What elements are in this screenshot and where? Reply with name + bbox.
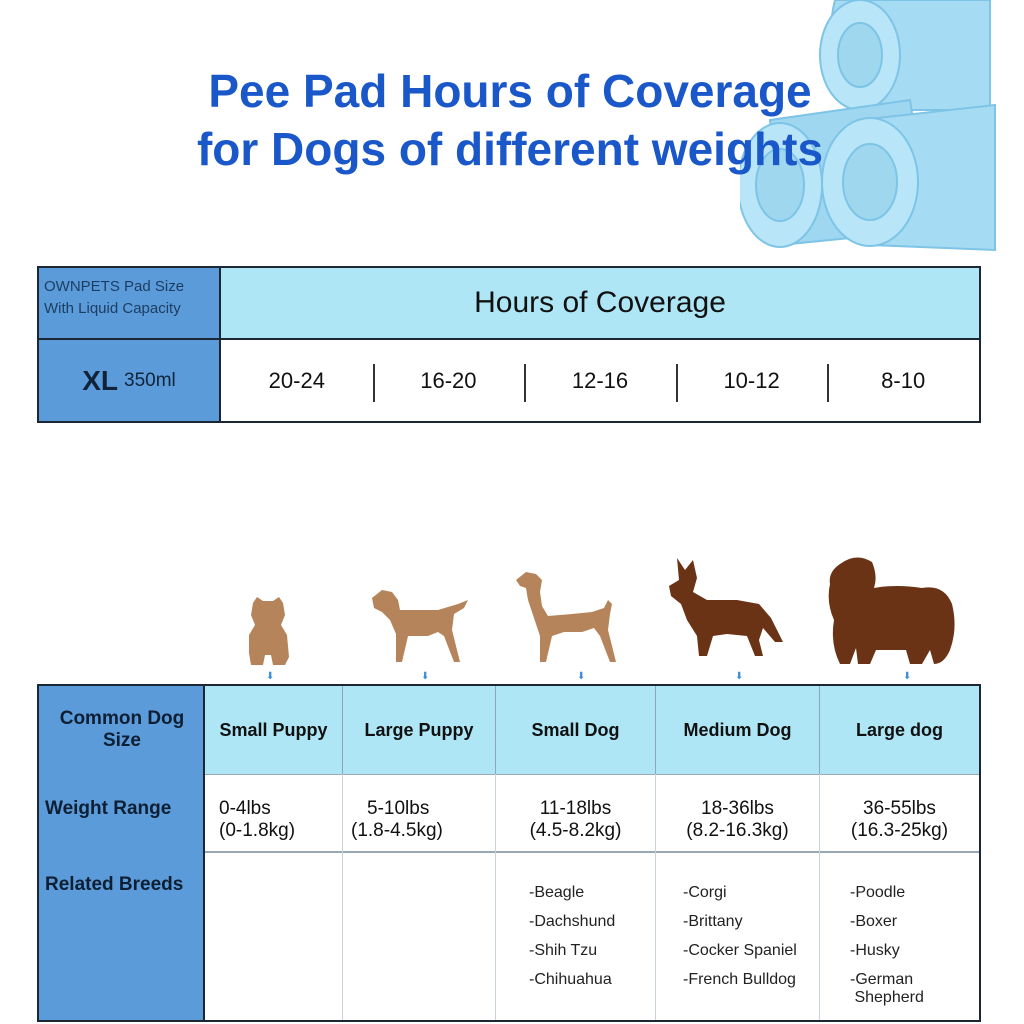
weight-cell <box>656 774 820 852</box>
breed-item: -Poodle <box>850 884 906 901</box>
breeds-cell <box>205 852 343 1020</box>
breed-item: -Husky <box>850 942 900 959</box>
weight-cell <box>496 774 656 852</box>
weight-cell <box>820 774 979 852</box>
small-puppy-silhouette <box>243 595 293 667</box>
pad-size: XL <box>82 364 119 396</box>
pointer-arrow-icon: ⬇ <box>577 671 586 682</box>
breeds-cell <box>343 852 496 1020</box>
coverage-hours: 12-16 <box>524 340 676 421</box>
title-line-2: for Dogs of different weights <box>196 123 824 175</box>
weight-lbs: 36-55lbs <box>863 798 936 819</box>
breeds-cell <box>656 852 820 1020</box>
pad-capacity: 350ml <box>124 369 176 391</box>
breed-item: -Dachshund <box>529 913 616 930</box>
breed-item: -French Bulldog <box>683 971 796 988</box>
size-header-small-dog: Small Dog <box>496 686 656 774</box>
weight-lbs: 11-18lbs <box>539 798 612 819</box>
pointer-arrow-icon: ⬇ <box>903 671 912 682</box>
pad-size-label <box>39 268 221 340</box>
breed-item: -Beagle <box>529 884 585 901</box>
coverage-header: Hours of Coverage <box>221 268 979 340</box>
pad-size-cell <box>39 340 221 421</box>
size-header-medium-dog: Medium Dog <box>656 686 820 774</box>
row-label-size-line-1: Common Dog <box>59 708 185 729</box>
breed-item: Shepherd <box>850 989 924 1006</box>
weight-kg: (16.3-25kg) <box>850 820 949 841</box>
row-label-weight: Weight Range <box>45 798 172 819</box>
small-dog-silhouette <box>512 570 624 666</box>
breed-item: -Chihuahua <box>529 971 612 988</box>
weight-kg: (1.8-4.5kg) <box>351 820 443 841</box>
pointer-arrow-icon: ⬇ <box>421 671 430 682</box>
coverage-table <box>37 266 981 423</box>
size-header-large-dog: Large dog <box>820 686 979 774</box>
breed-item: -German <box>850 971 914 988</box>
coverage-hours: 10-12 <box>676 340 828 421</box>
title-line-1: Pee Pad Hours of Coverage <box>208 65 812 117</box>
size-header-large-puppy: Large Puppy <box>343 686 496 774</box>
weight-cell <box>205 774 343 852</box>
coverage-values <box>221 340 979 421</box>
dog-size-table <box>37 684 981 1022</box>
weight-kg: (8.2-16.3kg) <box>686 820 789 841</box>
coverage-hours: 8-10 <box>827 340 979 421</box>
breeds-cell <box>496 852 656 1020</box>
row-label-size-line-2: Size <box>102 730 142 751</box>
pointer-arrow-icon: ⬇ <box>266 671 275 682</box>
weight-lbs: 5-10lbs <box>367 798 430 819</box>
weight-lbs: 0-4lbs <box>219 798 271 819</box>
breed-item: -Boxer <box>850 913 898 930</box>
large-dog-silhouette <box>826 554 958 666</box>
row-label-size <box>39 708 205 752</box>
breeds-cell <box>820 852 979 1020</box>
large-puppy-silhouette <box>368 586 472 666</box>
breed-item: -Brittany <box>683 913 743 930</box>
weight-kg: (0-1.8kg) <box>219 820 296 841</box>
coverage-hours: 20-24 <box>268 367 325 393</box>
weight-lbs: 18-36lbs <box>701 798 774 819</box>
medium-dog-silhouette <box>667 556 785 660</box>
breed-item: -Corgi <box>683 884 727 901</box>
page-title <box>120 62 900 178</box>
row-label-breeds: Related Breeds <box>45 874 184 895</box>
weight-cell <box>343 774 496 852</box>
pad-size-label-line-2: With Liquid Capacity <box>44 300 181 317</box>
breed-item: -Shih Tzu <box>529 942 598 959</box>
pad-size-label-line-1: OWNPETS Pad Size <box>44 278 185 295</box>
size-header-small-puppy: Small Puppy <box>205 686 343 774</box>
coverage-hours: 16-20 <box>373 340 525 421</box>
weight-kg: (4.5-8.2kg) <box>529 820 622 841</box>
pointer-arrow-icon: ⬇ <box>735 671 744 682</box>
breed-item: -Cocker Spaniel <box>683 942 797 959</box>
